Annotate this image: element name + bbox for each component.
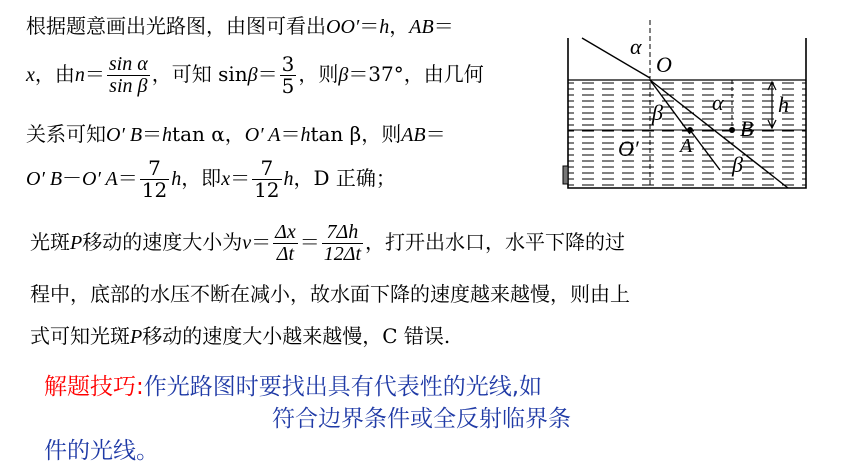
label-O: O: [656, 52, 672, 77]
text: tan β，则: [310, 122, 402, 146]
math-O-prime-B: O′ B: [106, 124, 143, 146]
text: ＝: [425, 122, 446, 146]
numerator: sin α: [108, 53, 148, 75]
text: 关系可知: [26, 122, 106, 146]
text: ＝: [280, 122, 301, 146]
math-x: x: [221, 168, 231, 190]
text: ＝: [299, 230, 320, 254]
text: ，: [389, 14, 410, 38]
text: 式可知光斑: [30, 324, 130, 348]
tip-line-1: [44, 368, 542, 401]
numerator: 7: [140, 158, 169, 180]
math-x: x: [26, 64, 35, 86]
fraction-dx-dt: [273, 222, 298, 265]
math-O-prime-A: O′ A: [244, 124, 281, 146]
outlet: [563, 166, 568, 184]
numerator: 3: [281, 52, 295, 76]
text: 程中，底部的水压不断在减小，故水面下降的速度越来越慢，则由上: [30, 282, 630, 306]
text: ，打开出水口，水平下降的过: [365, 230, 626, 254]
math-h: h: [300, 124, 311, 146]
text: ，D 正确；: [293, 166, 396, 190]
label-beta-left: β: [652, 100, 663, 125]
math-n: n: [74, 64, 85, 86]
label-h: h: [778, 92, 789, 117]
math-h: h: [171, 168, 182, 190]
math-P: P: [130, 326, 143, 348]
tip-text: 件的光线。: [44, 438, 159, 464]
point-B: [729, 127, 735, 133]
text: ＝: [251, 230, 272, 254]
fraction-7dh-12dt: [322, 222, 363, 265]
label-alpha-mid: α: [712, 90, 724, 115]
speed-line-1: [30, 222, 625, 265]
text: ＝: [142, 122, 163, 146]
tip-line-2: [272, 400, 571, 433]
math-AB: AB: [401, 124, 426, 146]
text: ＝37°，由几何: [348, 62, 484, 86]
light-path-diagram: [560, 20, 840, 190]
math-beta: β: [338, 64, 349, 86]
text: －: [62, 166, 83, 190]
math-h: h: [162, 124, 173, 146]
denominator: 12: [141, 178, 168, 202]
speed-line-2: [30, 278, 630, 307]
numerator: 7: [252, 158, 281, 180]
text: ＝: [433, 14, 454, 38]
text: ＝: [359, 14, 380, 38]
label-A: A: [680, 135, 693, 157]
fraction-sin: [107, 54, 150, 97]
fraction-7-12: [140, 158, 169, 201]
math-h: h: [379, 16, 390, 38]
numerator: 7Δh: [322, 222, 363, 244]
label-O-prime: O′: [618, 136, 639, 161]
label-B: B: [740, 116, 754, 141]
math-beta: β: [247, 64, 258, 86]
text: ＝: [230, 166, 251, 190]
text: tan α，: [172, 122, 245, 146]
text: ，由: [34, 62, 75, 86]
math-OO-prime: OO′: [326, 16, 360, 38]
denominator: Δt: [276, 243, 295, 265]
math-P: P: [70, 232, 83, 254]
water-area: [568, 80, 806, 188]
tip-line-3: [44, 432, 159, 465]
text: 移动的速度大小越来越慢，C 错误.: [142, 324, 451, 348]
text: ＝: [117, 166, 138, 190]
solution-line-1: [26, 10, 454, 39]
tip-text: 符合边界条件或全反射临界条: [272, 406, 571, 432]
solution-line-4: [26, 158, 396, 201]
math-O-prime-A: O′ A: [82, 168, 118, 190]
math-h: h: [283, 168, 294, 190]
speed-line-3: [30, 320, 450, 349]
fraction-7-12: [252, 158, 281, 201]
text: ，可知 sin: [151, 62, 248, 86]
solution-line-2: [26, 54, 484, 97]
denominator: 5: [281, 74, 295, 98]
math-AB: AB: [409, 16, 434, 38]
numerator: Δx: [275, 221, 296, 243]
denominator: 12Δt: [323, 243, 362, 265]
label-beta-right: β: [732, 152, 743, 177]
text: ＝: [257, 62, 278, 86]
text: 光斑: [30, 230, 70, 254]
tip-text: 作光路图时要找出具有代表性的光线,如: [143, 374, 543, 400]
solution-line-3: [26, 118, 446, 147]
text: ＝: [84, 62, 105, 86]
label-alpha-top: α: [630, 34, 642, 59]
math-v: v: [242, 232, 252, 254]
point-A: [687, 127, 693, 133]
text: 移动的速度大小为: [82, 230, 243, 254]
text: ，则: [298, 62, 339, 86]
denominator: 12: [254, 178, 280, 202]
denominator: sin β: [109, 75, 148, 97]
text: ，即: [181, 166, 222, 190]
tip-label: 解题技巧:: [44, 374, 144, 400]
math-O-prime-B: O′ B: [26, 168, 63, 190]
text: 根据题意画出光路图，由图可看出: [26, 14, 326, 38]
fraction-3-5: [280, 54, 297, 97]
